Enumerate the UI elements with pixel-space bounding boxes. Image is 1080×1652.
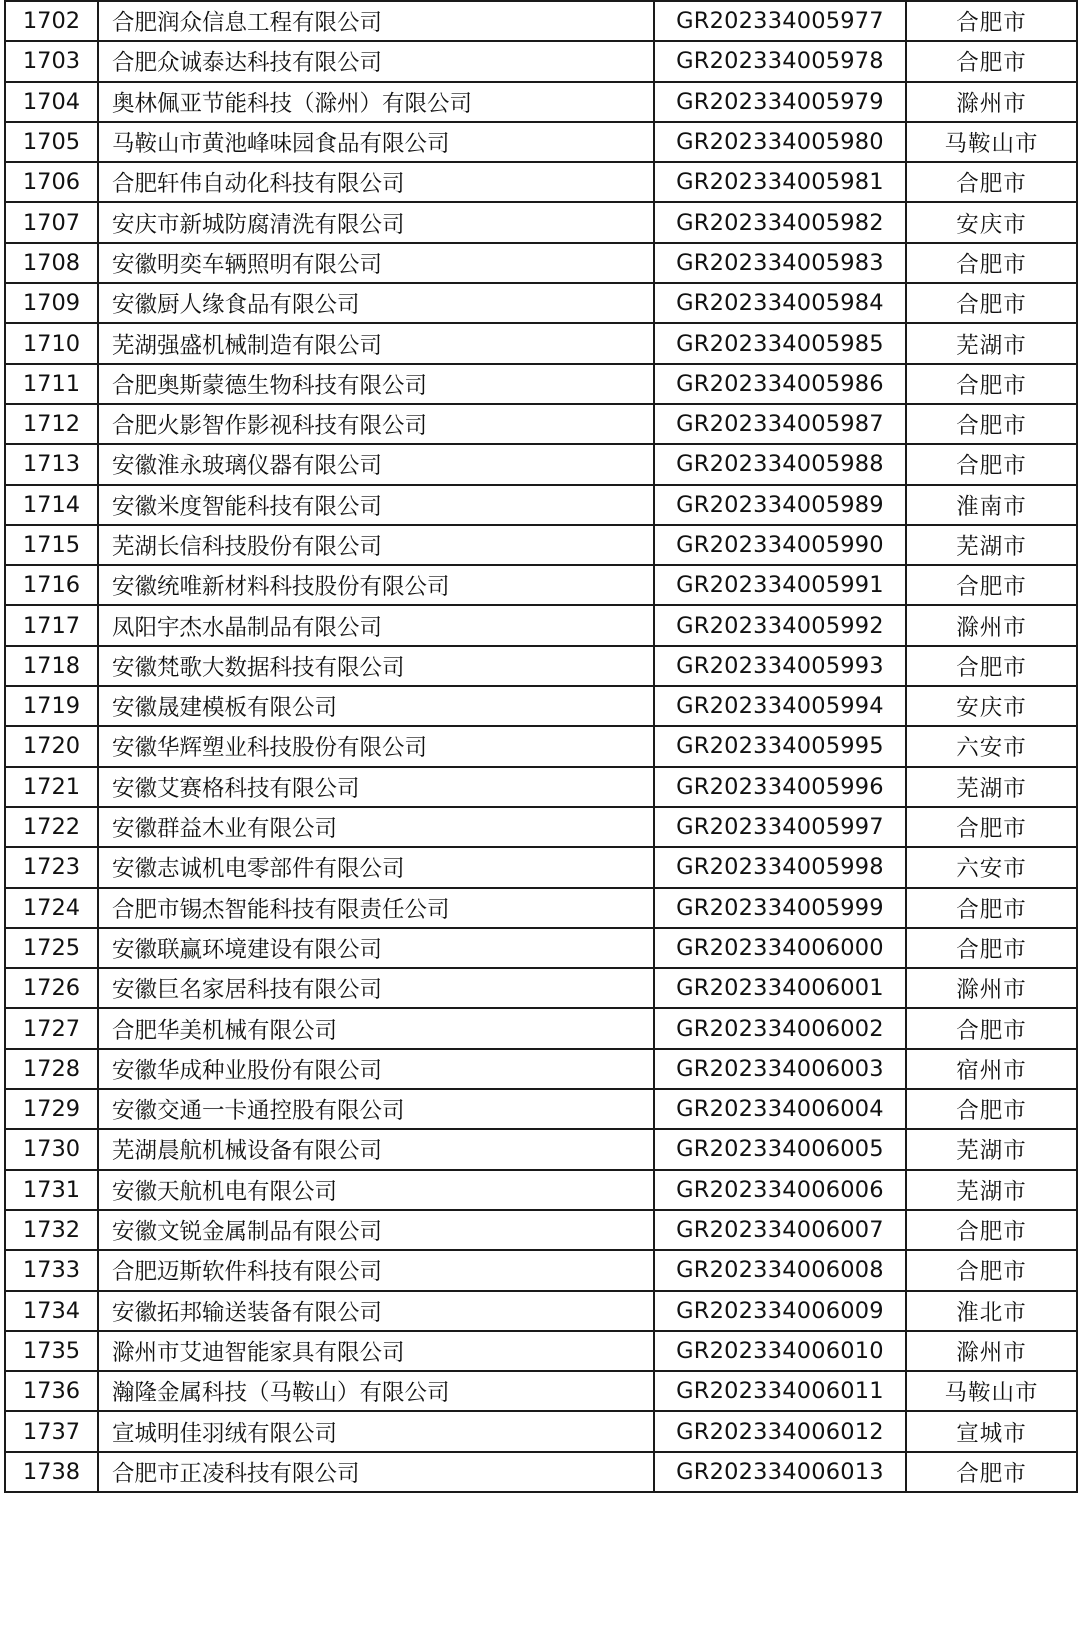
company-name: 合肥华美机械有限公司 [98, 1008, 654, 1048]
city: 安庆市 [906, 202, 1077, 242]
row-number: 1724 [5, 888, 98, 928]
company-name: 安徽厨人缘食品有限公司 [98, 283, 654, 323]
table-row [5, 323, 1077, 363]
certificate-code: GR202334006010 [654, 1331, 906, 1371]
certificate-code: GR202334005980 [654, 122, 906, 162]
city: 淮北市 [906, 1291, 1077, 1331]
row-number: 1719 [5, 686, 98, 726]
table-row [5, 41, 1077, 81]
certificate-code: GR202334005992 [654, 605, 906, 645]
table-row [5, 243, 1077, 283]
company-name: 安徽梵歌大数据科技有限公司 [98, 646, 654, 686]
table-row [5, 807, 1077, 847]
company-list-table [4, 0, 1078, 1493]
table-row [5, 122, 1077, 162]
certificate-code: GR202334006002 [654, 1008, 906, 1048]
city: 合肥市 [906, 283, 1077, 323]
certificate-code: GR202334005987 [654, 404, 906, 444]
table-row [5, 1089, 1077, 1129]
table-row [5, 1250, 1077, 1290]
table-row [5, 1331, 1077, 1371]
row-number: 1707 [5, 202, 98, 242]
table-row [5, 82, 1077, 122]
certificate-code: GR202334005991 [654, 565, 906, 605]
company-name: 合肥市正凌科技有限公司 [98, 1452, 654, 1492]
company-name: 合肥火影智作影视科技有限公司 [98, 404, 654, 444]
company-name: 奥林佩亚节能科技（滁州）有限公司 [98, 82, 654, 122]
table-row [5, 444, 1077, 484]
table-row [5, 1411, 1077, 1451]
company-name: 安徽志诚机电零部件有限公司 [98, 847, 654, 887]
certificate-code: GR202334005993 [654, 646, 906, 686]
city: 合肥市 [906, 404, 1077, 444]
table-row [5, 767, 1077, 807]
row-number: 1702 [5, 1, 98, 41]
certificate-code: GR202334005981 [654, 162, 906, 202]
certificate-code: GR202334005994 [654, 686, 906, 726]
city: 合肥市 [906, 1, 1077, 41]
row-number: 1732 [5, 1210, 98, 1250]
company-name: 安徽华辉塑业科技股份有限公司 [98, 726, 654, 766]
city: 芜湖市 [906, 1170, 1077, 1210]
company-name: 安徽文锐金属制品有限公司 [98, 1210, 654, 1250]
company-name: 合肥市锡杰智能科技有限责任公司 [98, 888, 654, 928]
row-number: 1717 [5, 605, 98, 645]
table-row [5, 1210, 1077, 1250]
certificate-code: GR202334005997 [654, 807, 906, 847]
row-number: 1731 [5, 1170, 98, 1210]
company-name: 合肥众诚泰达科技有限公司 [98, 41, 654, 81]
city: 合肥市 [906, 444, 1077, 484]
table-row [5, 1049, 1077, 1089]
certificate-code: GR202334005989 [654, 485, 906, 525]
row-number: 1737 [5, 1411, 98, 1451]
city: 芜湖市 [906, 1129, 1077, 1169]
city: 滁州市 [906, 1331, 1077, 1371]
certificate-code: GR202334005988 [654, 444, 906, 484]
row-number: 1729 [5, 1089, 98, 1129]
certificate-code: GR202334005979 [654, 82, 906, 122]
row-number: 1703 [5, 41, 98, 81]
certificate-code: GR202334006004 [654, 1089, 906, 1129]
certificate-code: GR202334005998 [654, 847, 906, 887]
row-number: 1714 [5, 485, 98, 525]
company-name: 合肥轩伟自动化科技有限公司 [98, 162, 654, 202]
company-name: 合肥奥斯蒙德生物科技有限公司 [98, 364, 654, 404]
company-name: 安徽拓邦输送装备有限公司 [98, 1291, 654, 1331]
company-name: 宣城明佳羽绒有限公司 [98, 1411, 654, 1451]
city: 宣城市 [906, 1411, 1077, 1451]
table-row [5, 1371, 1077, 1411]
certificate-code: GR202334005985 [654, 323, 906, 363]
certificate-code: GR202334006013 [654, 1452, 906, 1492]
company-name: 瀚隆金属科技（马鞍山）有限公司 [98, 1371, 654, 1411]
table-row [5, 1170, 1077, 1210]
row-number: 1728 [5, 1049, 98, 1089]
certificate-code: GR202334005978 [654, 41, 906, 81]
table-row [5, 404, 1077, 444]
certificate-code: GR202334005996 [654, 767, 906, 807]
city: 合肥市 [906, 565, 1077, 605]
row-number: 1723 [5, 847, 98, 887]
company-name: 合肥迈斯软件科技有限公司 [98, 1250, 654, 1290]
company-name: 凤阳宇杰水晶制品有限公司 [98, 605, 654, 645]
certificate-code: GR202334005999 [654, 888, 906, 928]
city: 滁州市 [906, 968, 1077, 1008]
row-number: 1735 [5, 1331, 98, 1371]
certificate-code: GR202334006012 [654, 1411, 906, 1451]
city: 合肥市 [906, 243, 1077, 283]
table-row [5, 847, 1077, 887]
row-number: 1738 [5, 1452, 98, 1492]
certificate-code: GR202334005983 [654, 243, 906, 283]
city: 六安市 [906, 847, 1077, 887]
table-row [5, 968, 1077, 1008]
company-name: 芜湖长信科技股份有限公司 [98, 525, 654, 565]
company-name: 安徽艾赛格科技有限公司 [98, 767, 654, 807]
certificate-code: GR202334005995 [654, 726, 906, 766]
city: 合肥市 [906, 1008, 1077, 1048]
company-name: 安庆市新城防腐清洗有限公司 [98, 202, 654, 242]
certificate-code: GR202334006007 [654, 1210, 906, 1250]
table-row [5, 1129, 1077, 1169]
company-name: 安徽淮永玻璃仪器有限公司 [98, 444, 654, 484]
city: 合肥市 [906, 646, 1077, 686]
certificate-code: GR202334006006 [654, 1170, 906, 1210]
row-number: 1736 [5, 1371, 98, 1411]
city: 合肥市 [906, 1210, 1077, 1250]
company-name: 安徽华成种业股份有限公司 [98, 1049, 654, 1089]
city: 合肥市 [906, 928, 1077, 968]
company-name: 安徽联赢环境建设有限公司 [98, 928, 654, 968]
row-number: 1710 [5, 323, 98, 363]
table-row [5, 364, 1077, 404]
city: 合肥市 [906, 364, 1077, 404]
row-number: 1734 [5, 1291, 98, 1331]
city: 合肥市 [906, 1452, 1077, 1492]
row-number: 1716 [5, 565, 98, 605]
city: 合肥市 [906, 41, 1077, 81]
row-number: 1704 [5, 82, 98, 122]
row-number: 1720 [5, 726, 98, 766]
company-name: 安徽群益木业有限公司 [98, 807, 654, 847]
row-number: 1708 [5, 243, 98, 283]
certificate-code: GR202334006000 [654, 928, 906, 968]
certificate-code: GR202334005982 [654, 202, 906, 242]
row-number: 1733 [5, 1250, 98, 1290]
city: 合肥市 [906, 1250, 1077, 1290]
city: 合肥市 [906, 807, 1077, 847]
row-number: 1713 [5, 444, 98, 484]
table-row [5, 485, 1077, 525]
certificate-code: GR202334006005 [654, 1129, 906, 1169]
row-number: 1726 [5, 968, 98, 1008]
certificate-code: GR202334006001 [654, 968, 906, 1008]
row-number: 1712 [5, 404, 98, 444]
city: 马鞍山市 [906, 1371, 1077, 1411]
city: 合肥市 [906, 1089, 1077, 1129]
table-row [5, 1, 1077, 41]
row-number: 1718 [5, 646, 98, 686]
table-row [5, 525, 1077, 565]
certificate-code: GR202334006008 [654, 1250, 906, 1290]
row-number: 1706 [5, 162, 98, 202]
city: 马鞍山市 [906, 122, 1077, 162]
company-name: 芜湖强盛机械制造有限公司 [98, 323, 654, 363]
row-number: 1715 [5, 525, 98, 565]
city: 淮南市 [906, 485, 1077, 525]
table-row [5, 1452, 1077, 1492]
row-number: 1727 [5, 1008, 98, 1048]
row-number: 1721 [5, 767, 98, 807]
certificate-code: GR202334005990 [654, 525, 906, 565]
row-number: 1725 [5, 928, 98, 968]
table-row [5, 726, 1077, 766]
city: 合肥市 [906, 888, 1077, 928]
company-name: 安徽天航机电有限公司 [98, 1170, 654, 1210]
company-name: 滁州市艾迪智能家具有限公司 [98, 1331, 654, 1371]
row-number: 1709 [5, 283, 98, 323]
company-name: 芜湖晨航机械设备有限公司 [98, 1129, 654, 1169]
certificate-code: GR202334006011 [654, 1371, 906, 1411]
company-name: 安徽米度智能科技有限公司 [98, 485, 654, 525]
table-row [5, 605, 1077, 645]
city: 安庆市 [906, 686, 1077, 726]
city: 六安市 [906, 726, 1077, 766]
company-name: 安徽交通一卡通控股有限公司 [98, 1089, 654, 1129]
certificate-code: GR202334005977 [654, 1, 906, 41]
city: 芜湖市 [906, 323, 1077, 363]
certificate-code: GR202334005986 [654, 364, 906, 404]
city: 芜湖市 [906, 767, 1077, 807]
row-number: 1730 [5, 1129, 98, 1169]
table-row [5, 686, 1077, 726]
row-number: 1705 [5, 122, 98, 162]
row-number: 1711 [5, 364, 98, 404]
city: 滁州市 [906, 605, 1077, 645]
company-name: 安徽统唯新材料科技股份有限公司 [98, 565, 654, 605]
table-row [5, 162, 1077, 202]
table-row [5, 1008, 1077, 1048]
company-name: 合肥润众信息工程有限公司 [98, 1, 654, 41]
city: 宿州市 [906, 1049, 1077, 1089]
table-row [5, 565, 1077, 605]
table-row [5, 202, 1077, 242]
company-name: 马鞍山市黄池峰味园食品有限公司 [98, 122, 654, 162]
table-row [5, 283, 1077, 323]
table-row [5, 888, 1077, 928]
company-name: 安徽晟建模板有限公司 [98, 686, 654, 726]
table-row [5, 1291, 1077, 1331]
certificate-code: GR202334005984 [654, 283, 906, 323]
table-row [5, 928, 1077, 968]
table-row [5, 646, 1077, 686]
city: 滁州市 [906, 82, 1077, 122]
city: 芜湖市 [906, 525, 1077, 565]
company-name: 安徽巨名家居科技有限公司 [98, 968, 654, 1008]
row-number: 1722 [5, 807, 98, 847]
city: 合肥市 [906, 162, 1077, 202]
certificate-code: GR202334006009 [654, 1291, 906, 1331]
certificate-code: GR202334006003 [654, 1049, 906, 1089]
company-name: 安徽明奕车辆照明有限公司 [98, 243, 654, 283]
table-body [5, 1, 1077, 1492]
